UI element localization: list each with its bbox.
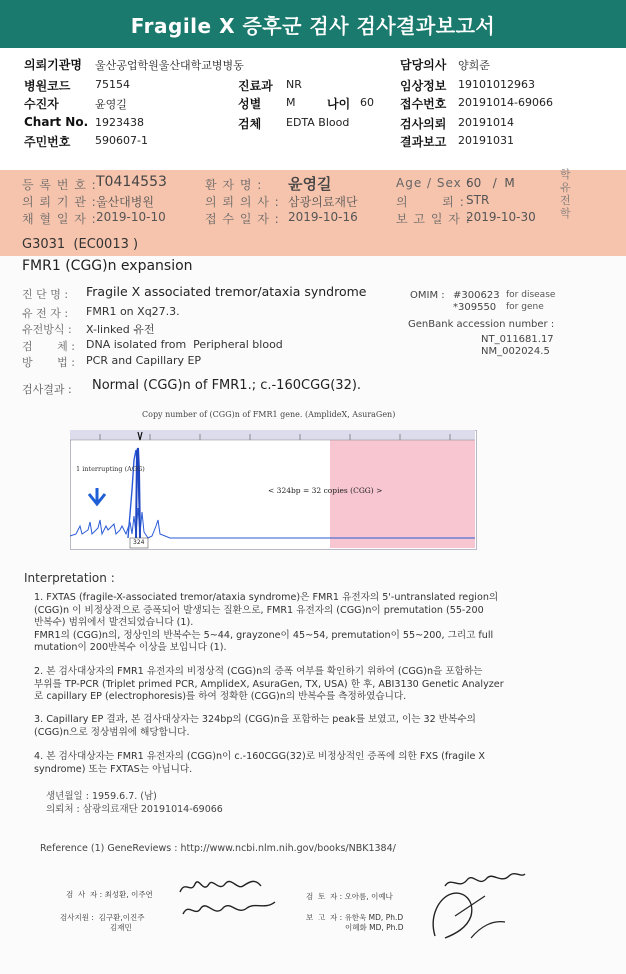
spec-label: 검 체 : (22, 340, 75, 353)
birth-date: 생년월일 : 1959.6.7. (남) (46, 791, 157, 802)
dept-side-label: 학 유 전 학 (560, 168, 571, 220)
omim-label: OMIM : (410, 290, 445, 301)
mode-label: 유전방식 : (22, 323, 72, 336)
patient-name-value: 윤영길 (288, 175, 332, 193)
recv-label: 접 수 일 자 : (205, 212, 280, 226)
institution-value: 울산공업학원울산대학교병병동 (95, 59, 244, 72)
clinical-label: 임상정보 (400, 79, 447, 93)
genbank-label: GenBank accession number : (408, 319, 555, 330)
dept-label: 진료과 (238, 79, 273, 93)
interp-paragraph-1: 1. FXTAS (fragile-X-associated tremor/ataxia syndrome)은 FMR1 유전자의 5'-untranslated region의 (CGG)n 이 비정상적으로 증폭되어 발생되는 질환으로, FMR1 유전자의 (CGG)n이 premutation (55-200 반복수) 범위에서 발견되었습니다 (1). FMR1의 (CGG)n의, 정상인의 반복수는 5~44, grayzone이 45~54, premutation이 55~200, 그리고 full mutation이 200반복수 이상을 보입니다 (1). (34, 592, 499, 653)
institution-label: 의뢰기관명 (24, 58, 82, 72)
recv-value: 2019-10-16 (288, 210, 358, 224)
sex-value: M (286, 96, 296, 109)
specimen-value: EDTA Blood (286, 116, 350, 129)
patient-label: 수진자 (24, 97, 59, 111)
method-value: PCR and Capillary EP (86, 354, 202, 367)
genbank-1: NT_011681.17 (481, 334, 554, 345)
chart-no-label: Chart No. (24, 115, 89, 129)
rep-value: 2019-10-30 (466, 210, 536, 224)
dx-label: 진 단 명 : (22, 288, 69, 301)
agesex-label: Age / Sex : (396, 176, 472, 190)
gene-value: FMR1 on Xq27.3. (86, 305, 180, 318)
test-name: FMR1 (CGG)n expansion (22, 258, 193, 274)
result-label: 검사결과 : (22, 383, 72, 396)
receipt-label: 접수번호 (400, 97, 447, 111)
collect-label: 채 혈 일 자 : (22, 212, 97, 226)
chart-annotation-copies: < 324bp = 32 copies (CGG) > (268, 486, 383, 495)
test-code: G3031 (EC0013 ) (22, 237, 139, 252)
receipt-value: 20191014-69066 (458, 96, 553, 109)
hospital-code-value: 75154 (95, 78, 130, 91)
doctor-value: 양희준 (458, 59, 490, 72)
omim-gene-note: for gene (506, 302, 544, 312)
patient-value: 윤영길 (95, 98, 127, 111)
omim-disease-note: for disease (506, 290, 556, 300)
agesex-value: 60 / M (466, 176, 515, 190)
doc-label: 의 뢰 의 사 : (205, 195, 280, 209)
doc-value: 삼광의료재단 (288, 195, 358, 209)
mode-value: X-linked 유전 (86, 323, 155, 336)
resident-value: 590607-1 (95, 134, 148, 147)
rep-label: 보 고 일 자 : (396, 212, 471, 226)
interp-paragraph-4: 4. 본 검사대상자는 FMR1 유전자의 (CGG)n이 c.-160CGG(32)로 비정상적인 증폭에 의한 FXS (fragile X syndrome) 또는 FXTAS는 아닙니다. (34, 751, 485, 775)
doctor-label: 담당의사 (400, 58, 447, 72)
collect-value: 2019-10-10 (96, 210, 166, 224)
chart-annotation-agg: 1 interrupting (AGG) (76, 465, 145, 473)
hospital-code-label: 병원코드 (24, 79, 71, 93)
supervisor-label: 검사지원 : 김구환,이진주 (60, 913, 145, 922)
omim-disease: #300623 (453, 290, 500, 301)
field-label: 의 뢰 : (396, 195, 465, 209)
ruler-ticks (70, 434, 475, 440)
requester-line: 의뢰처 : 삼광의료재단 20191014-69066 (46, 804, 223, 815)
reg-no-value: T0414553 (96, 174, 167, 190)
arrow-marker (138, 432, 142, 440)
reviewer-signature-icon (415, 866, 535, 946)
chart-title: Copy number of (CGG)n of FMR1 gene. (AmplideX, AsuraGen) (142, 410, 396, 419)
dept-value: NR (286, 78, 302, 91)
method-label: 방 법 : (22, 356, 75, 369)
reporter-line2: 이혜화 MD, Ph.D (345, 923, 404, 932)
interp-paragraph-2: 2. 본 검사대상자의 FMR1 유전자의 비정상적 (CGG)n의 증폭 여부를 확인하기 위하여 (CGG)n을 포함하는 부위를 TP-PCR (Triplet primed PCR, AmplideX, AsuraGen, TX, USA) 한 후, ABI3130 Genetic Analyzer 로 capillary EP (electrophoresis)를 하여 정확한 (CGG)n의 반복수를 측정하였습니다. (34, 666, 504, 702)
resident-label: 주민번호 (24, 135, 71, 149)
reviewer-label: 검 토 자 : 오아름, 이예나 (306, 892, 393, 901)
inst-label: 의 뢰 기 관 : (22, 195, 97, 209)
request-value: 20191014 (458, 116, 514, 129)
patient-name-label: 환 자 명 : (205, 178, 263, 192)
request-label: 검사의뢰 (400, 117, 447, 131)
sex-label: 성별 (238, 97, 262, 111)
omim-gene: *309550 (453, 302, 497, 313)
spec-value: DNA isolated from Peripheral blood (86, 338, 283, 351)
inst-value: 울산대병원 (96, 195, 154, 209)
trace-peak-main (136, 448, 140, 538)
blue-arrow-icon (89, 488, 105, 504)
interpretation-heading: Interpretation : (24, 571, 115, 585)
reference-line: Reference (1) GeneReviews : http://www.ncbi.nlm.nih.gov/books/NBK1384/ (40, 843, 396, 854)
chart-no-value: 1923438 (95, 116, 144, 129)
reg-no-label: 등 록 번 호 : (22, 178, 97, 192)
clinical-value: 19101012963 (458, 78, 535, 91)
dx-value: Fragile X associated tremor/ataxia syndrome (86, 284, 367, 299)
report-date-label: 결과보고 (400, 135, 447, 149)
report-title: Fragile X 증후군 검사 검사결과보고서 (0, 0, 626, 48)
interp-paragraph-3: 3. Capillary EP 결과, 본 검사대상자는 324bp의 (CGG)n을 포함하는 peak를 보였고, 이는 32 반복수의 (CGG)n으로 정상범위에 해당합니다. (34, 714, 476, 738)
reporter-label: 보 고 자 : 유한욱 MD, Ph.D (306, 913, 404, 922)
result-value: Normal (CGG)n of FMR1.; c.-160CGG(32). (92, 378, 362, 393)
supervisor-line2: 김재민 (110, 923, 132, 932)
tester-label: 검 사 자 : 최성환, 이주연 (66, 890, 153, 899)
specimen-label: 검체 (238, 117, 262, 131)
genbank-2: NM_002024.5 (481, 346, 550, 357)
tester-signature-icon (175, 872, 295, 932)
field-value: STR (466, 193, 490, 207)
chart-bp-box-label: 324 (133, 539, 145, 546)
age-value: 60 (360, 96, 374, 109)
report-date-value: 20191031 (458, 134, 514, 147)
age-label: 나이 (327, 97, 351, 111)
gene-label: 유 전 자 : (22, 307, 69, 320)
